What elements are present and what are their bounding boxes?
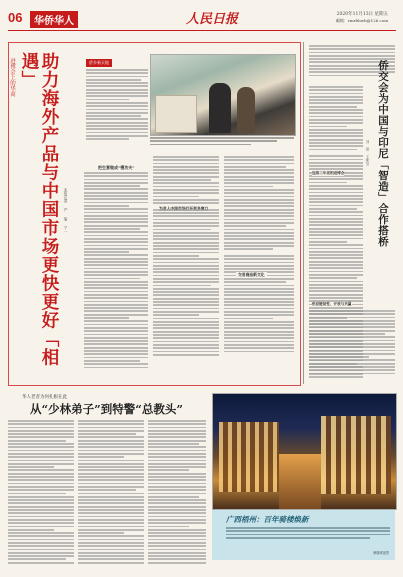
right-story-text-bottom [309, 310, 395, 382]
feature-text-column [84, 172, 148, 377]
feature-side-title: 进博会上的华商 [9, 58, 15, 97]
feature-text-column [153, 156, 219, 378]
feature-text-column [224, 156, 294, 378]
bottom-story-headline: 从“少林弟子”到特警“总教头” [30, 402, 183, 416]
banner-title: 广西梧州：百年骑楼焕新 [226, 515, 309, 524]
arcade-building-left [219, 422, 279, 492]
photo-person [237, 87, 255, 133]
bottom-story-text [8, 420, 74, 570]
page-header [8, 8, 396, 31]
photo-banner [212, 510, 395, 560]
feature-headline: 助力海外产品与中国市场更快更好「相遇」 [19, 52, 59, 367]
section-title: 华侨华人 [30, 11, 78, 28]
night-street-photo [212, 393, 397, 510]
photo-display-shelf [155, 95, 197, 133]
right-story-divider [303, 42, 304, 384]
bottom-story-kicker: 华人老者为何扎根在此 [22, 395, 67, 400]
right-story-subhead: 连续三年亮相进博会 [312, 171, 345, 175]
banner-caption-text [226, 527, 390, 551]
feature-subhead: 交易商品新文化 [238, 272, 265, 277]
page-number: 06 [8, 10, 23, 25]
header-date: 2020年11月13日 星期五 [336, 12, 388, 17]
header-email: 邮箱：rmrbhwb@126.com [335, 18, 388, 23]
feature-subhead: 把生意做成“慢功夫” [98, 165, 135, 170]
feature-tag: 侨乡新天地 [86, 59, 112, 67]
right-story-byline: 刘 倩 王斯莹 [366, 140, 370, 166]
right-story-subhead: 供应链韧性、开放与共赢 [312, 302, 352, 306]
bottom-story-text [78, 420, 144, 570]
feature-intro [86, 69, 148, 151]
photo-caption [150, 137, 294, 149]
banner-caption: 骑楼城夜景 [373, 551, 389, 555]
feature-photo [150, 54, 296, 136]
arcade-building-right [321, 416, 391, 494]
right-story-headline: 侨交会为中国与印尼「智造」合作搭桥 [377, 60, 389, 247]
masthead-logo: 人民日报 [186, 12, 239, 27]
feature-byline: 本报记者 严 瑜 宁一 [64, 188, 69, 234]
street [279, 454, 321, 509]
photo-person [209, 83, 231, 133]
bottom-story-text [148, 420, 206, 570]
